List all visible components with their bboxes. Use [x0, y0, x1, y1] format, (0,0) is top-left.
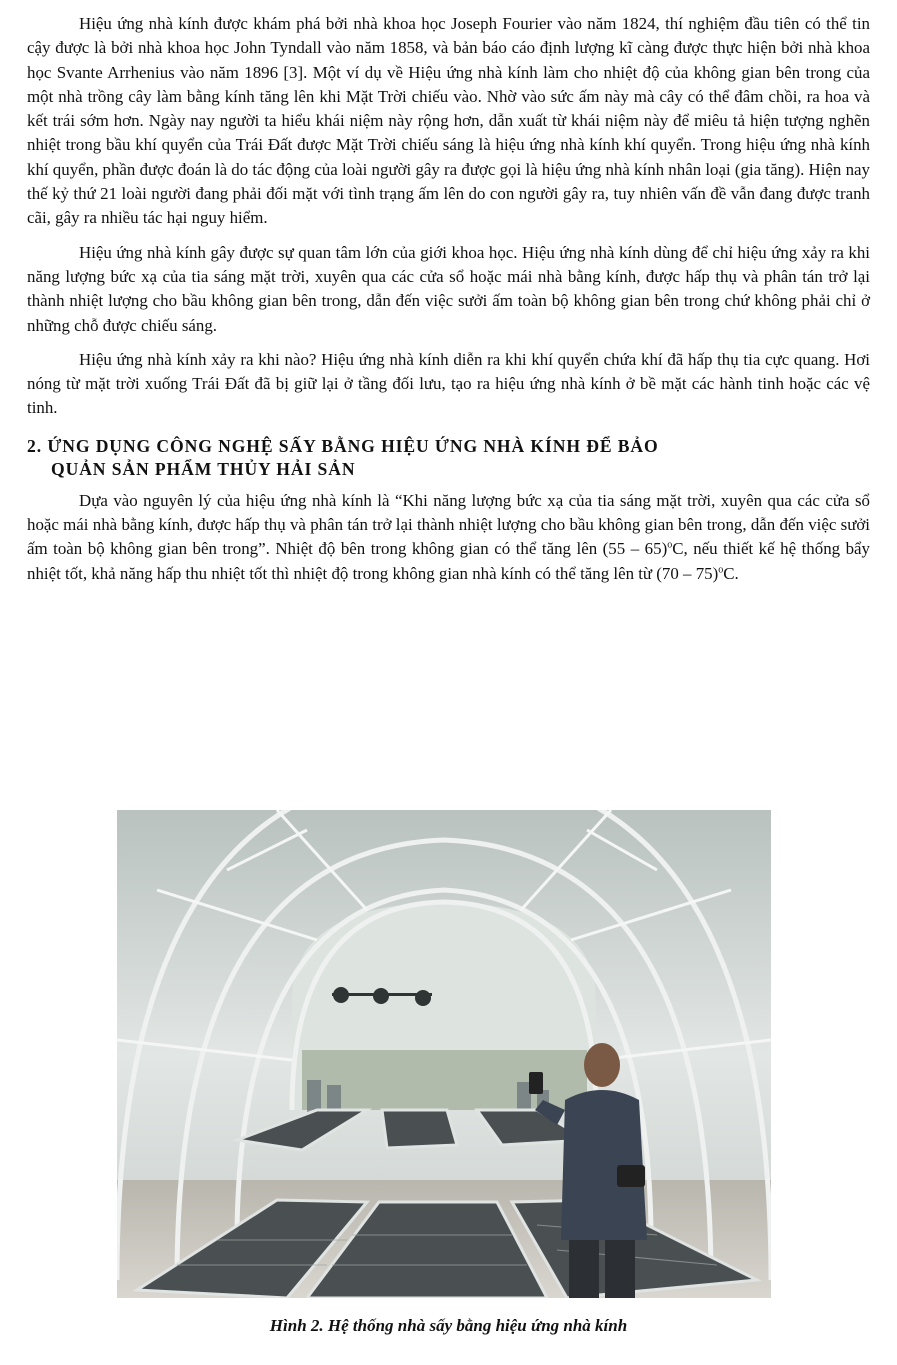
section-body-part2: C, nếu thiết kế hệ thống bẩy nhiệt tốt, khả năng hấp thu nhiệt tốt thì nhiệt độ trong không gian nhà kính có thể tăng lên từ (70 – 75) [27, 539, 871, 583]
intro-paragraph-2: Hiệu ứng nhà kính gây được sự quan tâm lớn của giới khoa học. Hiệu ứng nhà kính dùng để chỉ hiệu ứng xảy ra khi năng lượng bức xạ của tia sáng mặt trời, xuyên qua các cửa sổ hoặc mái nhà bằng kính, được hấp thụ và phân tán trở lại thành nhiệt lượng cho bầu không gian bên trong, dẫn đến việc sưởi ấm toàn bộ không gian bên trong chứ không phải chỉ ở những chỗ được chiếu sáng. [27, 242, 870, 335]
section-title-line1: ỨNG DỤNG CÔNG NGHỆ SẤY BẰNG HIỆU ỨNG NHÀ KÍNH ĐỂ BẢO [47, 435, 659, 456]
figure-caption: Hình 2. Hệ thống nhà sấy bằng hiệu ứng nhà kính [269, 1316, 628, 1335]
greenhouse-illustration [117, 810, 771, 1298]
section-body-paragraph [27, 489, 870, 586]
section-number: 2. [27, 435, 42, 456]
section-body-part1: Dựa vào nguyên lý của hiệu ứng nhà kính là “Khi năng lượng bức xạ của tia sáng mặt trời, xuyên qua các cửa sổ hoặc mái nhà bằng kính, được hấp thụ và phân tán trở lại thành nhiệt lượng cho bầu không gian bên trong, dẫn đến việc sưởi ấm toàn bộ không gian bên trong”. Nhiệt độ bên trong không gian có thể tăng lên (55 – 65) [27, 490, 870, 559]
intro-paragraph-3: Hiệu ứng nhà kính xảy ra khi nào? Hiệu ứng nhà kính diễn ra khi khí quyển chứa khí đã hấp thụ tia cực quang. Hơi nóng từ mặt trời xuống Trái Đất đã bị giữ lại ở tầng đối lưu, tạo ra hiệu ứng nhà kính ở bề mặt các hành tinh hoặc các vệ tinh. [27, 349, 870, 418]
degree-symbol: o [667, 539, 673, 551]
greenhouse-dryer-photo [117, 810, 771, 1298]
document-page [27, 12, 870, 586]
section-heading [27, 435, 870, 481]
intro-paragraph-1: Hiệu ứng nhà kính được khám phá bởi nhà khoa học Joseph Fourier vào năm 1824, thí nghiệm đầu tiên có thể tin cậy được là bởi nhà khoa học John Tyndall vào năm 1858, và bản báo cáo định lượng kĩ càng được thực hiện bởi nhà khoa học Svante Arrhenius vào năm 1896 [3]. Một ví dụ về Hiệu ứng nhà kính làm cho nhiệt độ của không gian bên trong của một nhà trồng cây làm bằng kính tăng lên khi Mặt Trời chiếu vào. Nhờ vào sức ấm này mà cây có thể đâm chồi, ra hoa và kết trái sớm hơn. Ngày nay người ta hiểu khái niệm này rộng hơn, dẫn xuất từ khái niệm này để miêu tả hiện tượng nghẽn nhiệt trong bầu khí quyển của Trái Đất được Mặt Trời chiếu sáng là hiệu ứng nhà kính khí quyển. Trong hiệu ứng nhà kính khí quyển, phần được đoán là do tác động của loài người gây ra được gọi là hiệu ứng nhà kính nhân loại (gia tăng). Hiện nay thế kỷ thứ 21 loài người đang phải đối mặt với tình trạng ấm lên do con người gây ra, tuy nhiên vấn đề vẫn đang được tranh cãi, gây ra nhiều tác hại nguy hiểm. [27, 14, 870, 228]
degree-symbol: o [718, 564, 724, 576]
section-body-part3: C. [723, 563, 739, 583]
section-title-line2: QUẢN SẢN PHẨM THỦY HẢI SẢN [51, 458, 356, 479]
